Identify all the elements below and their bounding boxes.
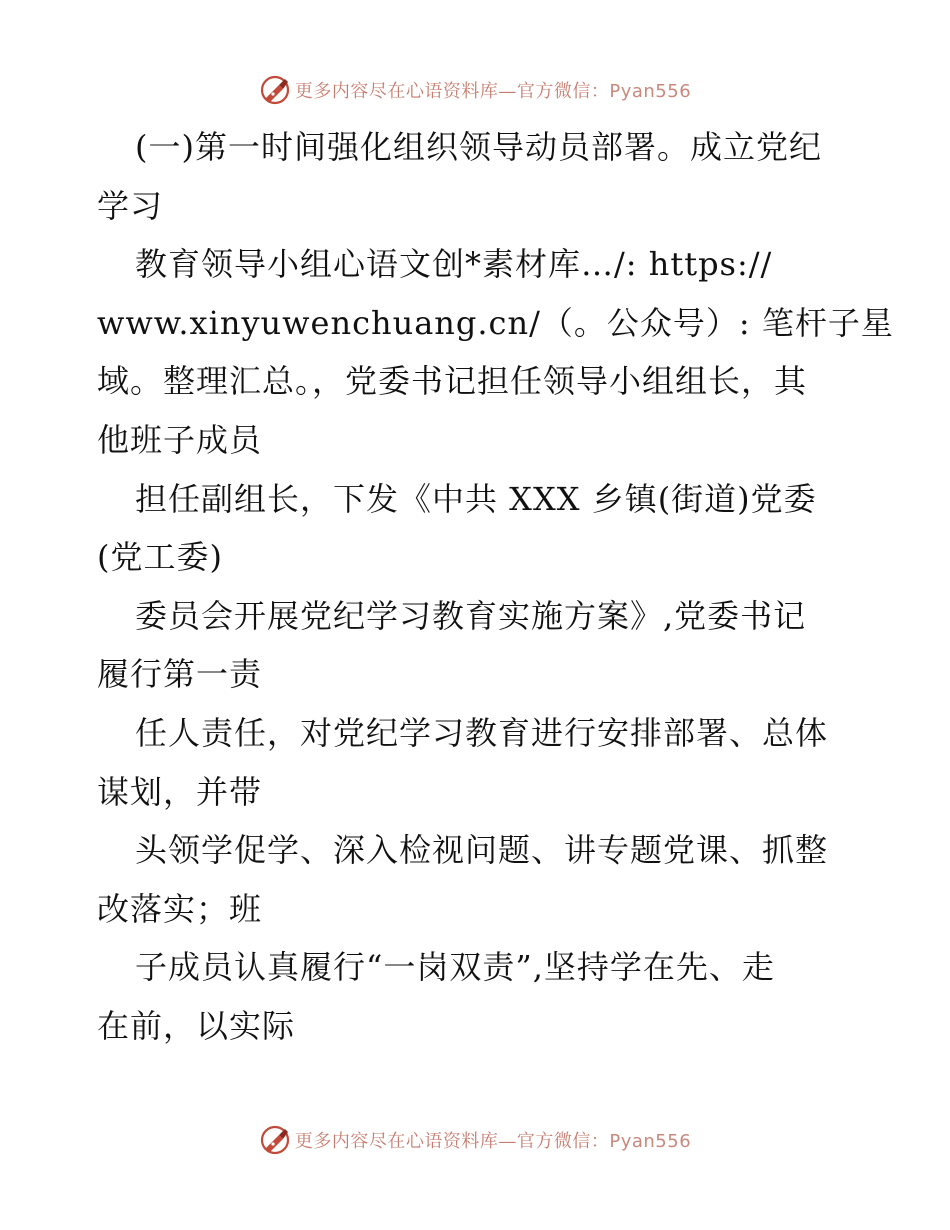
text-line: 子成员认真履行“一岗双责”,坚持学在先、走 (135, 948, 775, 987)
text-line: 谋划，并带 (97, 772, 263, 811)
text-line: 他班子成员 (97, 420, 263, 459)
banner-text: 更多内容尽在心语资料库—官方微信：Pyan556 (294, 1131, 692, 1152)
pen-nib-logo-icon (259, 1124, 291, 1156)
wechat-id: Pyan556 (609, 81, 692, 102)
text-line: 任人责任，对党纪学习教育进行安排部署、总体 (135, 713, 829, 752)
text-line: 学习 (97, 186, 164, 225)
banner-text: 更多内容尽在心语资料库—官方微信：Pyan556 (294, 81, 692, 102)
text-line: 域。整理汇总。，党委书记担任领导小组组长，其 (97, 362, 808, 401)
text-line: 改落实；班 (97, 889, 263, 928)
text-line: 委员会开展党纪学习教育实施方案》,党委书记 (135, 596, 807, 635)
text-line: 教育领导小组心语文创*素材库…/: https:// (135, 245, 773, 284)
text-line: 头领学促学、深入检视问题、讲专题党课、抓整 (135, 831, 829, 870)
text-line: (一)第一时间强化组织领导动员部署。成立党纪 (135, 128, 822, 166)
header-banner (0, 70, 950, 110)
wechat-id: Pyan556 (609, 1131, 692, 1152)
text-line: 履行第一责 (97, 655, 263, 694)
text-line: www.xinyuwenchuang.cn/（。公众号）: 笔杆子星 (97, 303, 894, 342)
document-body (97, 118, 894, 1056)
text-line: (党工委) (97, 538, 223, 577)
footer-banner (0, 1120, 950, 1160)
pen-nib-logo-icon (259, 74, 291, 106)
text-line: 在前，以实际 (97, 1006, 296, 1045)
text-line: 担任副组长，下发《中共 XXX 乡镇(街道)党委 (135, 479, 817, 518)
